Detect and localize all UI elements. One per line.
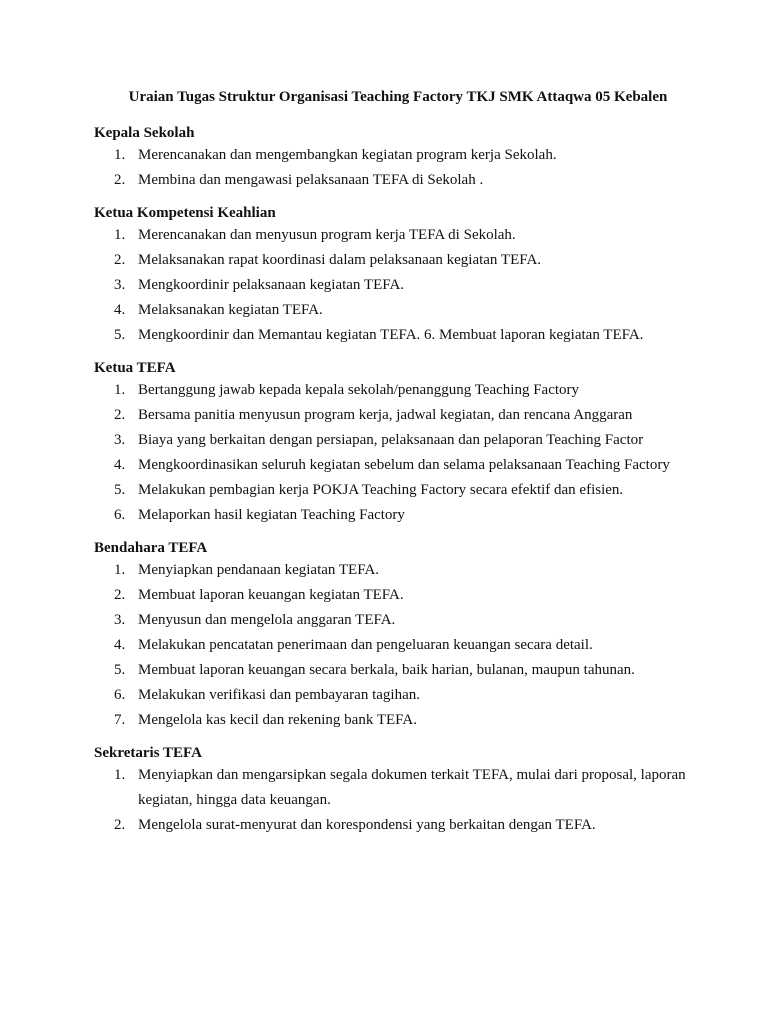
section-heading: Ketua TEFA	[94, 360, 176, 376]
list-item	[94, 403, 708, 428]
list-item	[94, 503, 708, 528]
list-number: 1.	[114, 147, 126, 163]
section-bendahara-tefa	[94, 538, 708, 733]
list-item-text: Bertanggung jawab kepada kepala sekolah/penanggung Teaching Factory	[138, 382, 580, 398]
list-item	[94, 478, 708, 503]
list-number: 2.	[114, 817, 126, 833]
list-number: 1.	[114, 767, 126, 783]
list-number: 4.	[114, 302, 126, 318]
list-number: 2.	[114, 252, 126, 268]
list-item	[94, 683, 708, 708]
section-ketua-kompetensi-keahlian	[94, 203, 708, 348]
list-item-text: Membuat laporan keuangan secara berkala, baik harian, bulanan, maupun tahunan.	[138, 662, 635, 678]
list-number: 2.	[114, 172, 126, 188]
list-item	[94, 298, 708, 323]
list-item-text: Melakukan pembagian kerja POKJA Teaching Factory secara efektif dan efisien.	[138, 482, 624, 498]
list-item-text: Mengkoordinir dan Memantau kegiatan TEFA. 6. Membuat laporan kegiatan TEFA.	[138, 327, 644, 343]
list-item	[94, 143, 708, 168]
list-item-text: Membuat laporan keuangan kegiatan TEFA.	[138, 587, 404, 603]
section-heading: Sekretaris TEFA	[94, 745, 202, 761]
list-number: 3.	[114, 277, 126, 293]
section-heading: Ketua Kompetensi Keahlian	[94, 205, 276, 221]
list-number: 2.	[114, 587, 126, 603]
list-number: 6.	[114, 687, 126, 703]
list-item-text: Melaksanakan kegiatan TEFA.	[138, 302, 323, 318]
list-number: 4.	[114, 637, 126, 653]
list-item-text: Mengkoordinasikan seluruh kegiatan sebelum dan selama pelaksanaan Teaching Factory	[138, 457, 670, 473]
list-item-text: Mengkoordinir pelaksanaan kegiatan TEFA.	[138, 277, 405, 293]
list-number: 5.	[114, 482, 126, 498]
document-title: Uraian Tugas Struktur Organisasi Teaching Factory TKJ SMK Attaqwa 05 Kebalen	[128, 89, 668, 105]
list-number: 5.	[114, 327, 126, 343]
list-item	[94, 813, 708, 838]
list-item	[94, 658, 708, 683]
list-item-text: Merencanakan dan menyusun program kerja TEFA di Sekolah.	[138, 227, 516, 243]
list-item	[94, 428, 708, 453]
list-number: 3.	[114, 432, 126, 448]
section-kepala-sekolah	[94, 123, 708, 193]
list-number: 1.	[114, 562, 126, 578]
list-item-text: Mengelola kas kecil dan rekening bank TEFA.	[138, 712, 417, 728]
section-sekretaris-tefa	[94, 743, 708, 838]
list-item	[94, 763, 708, 813]
list-item-text: Merencanakan dan mengembangkan kegiatan program kerja Sekolah.	[138, 147, 557, 163]
list-item	[94, 608, 708, 633]
list-item	[94, 453, 708, 478]
task-list	[94, 763, 708, 838]
list-item	[94, 223, 708, 248]
list-item-text: Menyiapkan pendanaan kegiatan TEFA.	[138, 562, 380, 578]
list-item-text: Melaksanakan rapat koordinasi dalam pelaksanaan kegiatan TEFA.	[138, 252, 542, 268]
task-list	[94, 223, 708, 348]
list-number: 3.	[114, 612, 126, 628]
list-item	[94, 708, 708, 733]
list-number: 7.	[114, 712, 126, 728]
list-item-text: Melakukan verifikasi dan pembayaran tagihan.	[138, 687, 420, 703]
section-heading: Bendahara TEFA	[94, 540, 208, 556]
section-heading: Kepala Sekolah	[94, 125, 195, 141]
list-item-text: Menyiapkan dan mengarsipkan segala dokumen terkait TEFA, mulai dari proposal, laporan kegiatan, hingga data keuangan.	[138, 767, 686, 808]
list-item-text: Melaporkan hasil kegiatan Teaching Factory	[138, 507, 405, 523]
task-list	[94, 378, 708, 528]
list-number: 2.	[114, 407, 126, 423]
list-number: 5.	[114, 662, 126, 678]
list-item-text: Bersama panitia menyusun program kerja, jadwal kegiatan, dan rencana Anggaran	[138, 407, 633, 423]
list-item	[94, 323, 708, 348]
list-number: 1.	[114, 227, 126, 243]
task-list	[94, 558, 708, 733]
list-item	[94, 583, 708, 608]
list-number: 1.	[114, 382, 126, 398]
list-item	[94, 633, 708, 658]
list-item	[94, 558, 708, 583]
list-item	[94, 273, 708, 298]
list-item	[94, 378, 708, 403]
list-number: 4.	[114, 457, 126, 473]
list-item-text: Biaya yang berkaitan dengan persiapan, pelaksanaan dan pelaporan Teaching Factor	[138, 432, 644, 448]
list-item	[94, 168, 708, 193]
list-number: 6.	[114, 507, 126, 523]
section-ketua-tefa	[94, 358, 708, 528]
list-item-text: Melakukan pencatatan penerimaan dan pengeluaran keuangan secara detail.	[138, 637, 593, 653]
list-item	[94, 248, 708, 273]
list-item-text: Menyusun dan mengelola anggaran TEFA.	[138, 612, 396, 628]
list-item-text: Membina dan mengawasi pelaksanaan TEFA di Sekolah .	[138, 172, 484, 188]
task-list	[94, 143, 708, 193]
list-item-text: Mengelola surat-menyurat dan korespondensi yang berkaitan dengan TEFA.	[138, 817, 596, 833]
